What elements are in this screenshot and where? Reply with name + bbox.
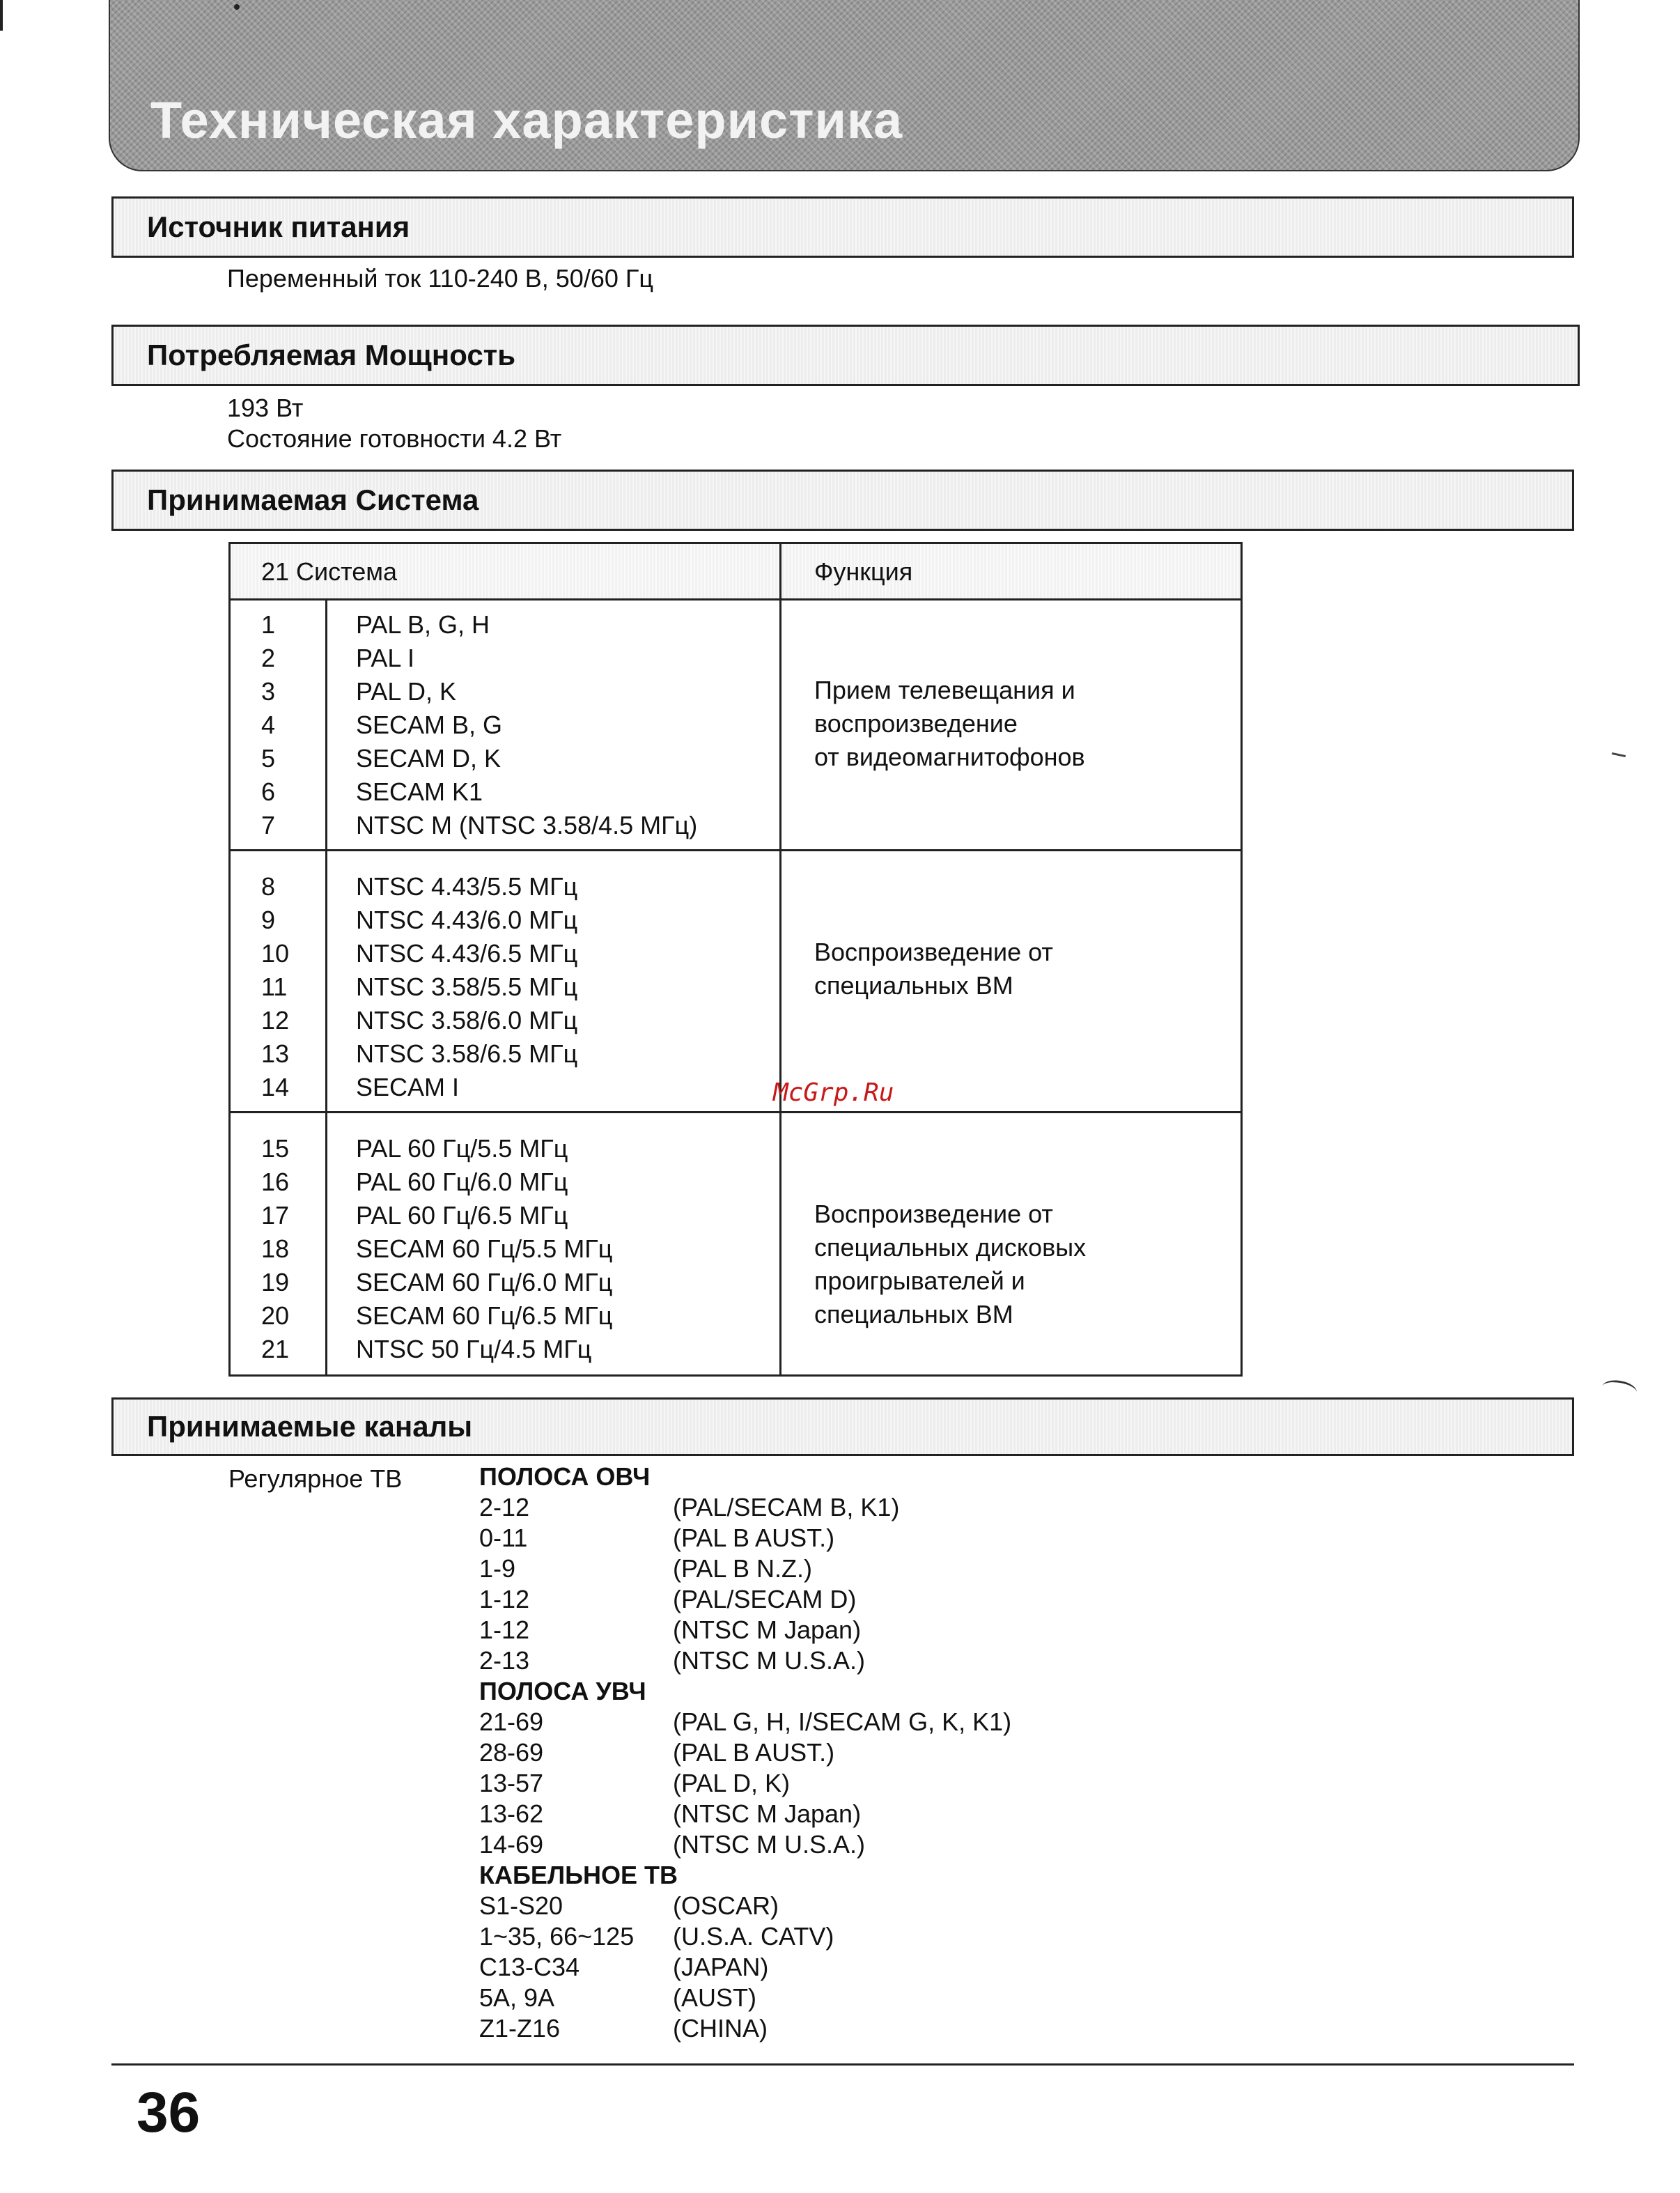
power-source-value: Переменный ток 110-240 В, 50/60 Гц (227, 264, 653, 293)
row-number: 21 (261, 1335, 290, 1363)
channel-standard: (NTSC M U.S.A.) (673, 1646, 865, 1675)
channel-standard: (PAL B AUST.) (673, 1738, 835, 1767)
channel-row (479, 1983, 1106, 2013)
page-number: 36 (137, 2081, 201, 2144)
channel-range: S1-S20 (479, 1891, 563, 1920)
table-rule (325, 598, 327, 1377)
channel-standard: (PAL G, H, I/SECAM G, K, K1) (673, 1707, 1012, 1736)
section-systems (111, 470, 1574, 531)
column-header-function: Функция (814, 557, 913, 586)
row-number: 1 (261, 610, 276, 639)
function-line: специальных ВМ (814, 1300, 1013, 1328)
channel-range: 0-11 (479, 1524, 528, 1552)
row-number: 13 (261, 1039, 290, 1068)
channel-row (479, 1921, 1106, 1952)
channel-range: 2-13 (479, 1646, 530, 1675)
channel-row (479, 1737, 1106, 1768)
system-name: PAL B, G, H (356, 610, 490, 639)
channel-standard: (AUST) (673, 1983, 756, 2012)
row-number: 16 (261, 1168, 290, 1196)
margin-mark (1601, 1378, 1638, 1401)
row-number: 18 (261, 1234, 290, 1263)
system-name: NTSC 4.43/6.5 МГц (356, 939, 578, 968)
channel-range: 2-12 (479, 1493, 530, 1521)
channel-range: 21-69 (479, 1707, 544, 1736)
system-name: SECAM I (356, 1073, 460, 1101)
channel-row (479, 1492, 1106, 1523)
channel-standard: (CHINA) (673, 2014, 768, 2043)
channel-range: 13-62 (479, 1799, 544, 1828)
channel-row (479, 1799, 1106, 1829)
systems-table (228, 542, 1243, 1377)
system-name: SECAM D, K (356, 744, 501, 773)
system-name: PAL I (356, 644, 415, 672)
row-number: 5 (261, 744, 276, 773)
standby-power-value: Состояние готовности 4.2 Вт (227, 424, 562, 453)
channel-row (479, 1768, 1106, 1799)
function-group-3 (814, 1198, 1086, 1331)
channel-bands (479, 1462, 1106, 2044)
row-numbers-group-3 (261, 1132, 289, 1366)
row-number: 9 (261, 906, 276, 934)
system-name: NTSC 50 Гц/4.5 МГц (356, 1335, 592, 1363)
function-line: проигрывателей и (814, 1266, 1025, 1295)
channel-row (479, 1952, 1106, 1983)
system-name: SECAM 60 Гц/5.5 МГц (356, 1234, 613, 1263)
channel-range: C13-C34 (479, 1953, 580, 1981)
system-list-group-2 (356, 870, 577, 1104)
channel-row (479, 1645, 1106, 1676)
channel-standard: (PAL/SECAM D) (673, 1585, 857, 1613)
system-name: SECAM 60 Гц/6.0 МГц (356, 1268, 613, 1296)
row-number: 3 (261, 677, 276, 706)
channel-range: 13-57 (479, 1769, 544, 1797)
corner-tick (0, 0, 3, 31)
footer-rule (111, 2063, 1574, 2066)
section-title: Потребляемая Мощность (147, 339, 516, 371)
channel-row (479, 1584, 1106, 1615)
row-number: 11 (261, 972, 288, 1001)
channel-range: 5A, 9A (479, 1983, 555, 2012)
channel-row (479, 2013, 1106, 2044)
system-name: NTSC M (NTSC 3.58/4.5 МГц) (356, 811, 698, 839)
section-power-source (111, 196, 1574, 258)
channel-standard: (PAL B AUST.) (673, 1524, 835, 1552)
row-number: 19 (261, 1268, 290, 1296)
system-name: PAL 60 Гц/5.5 МГц (356, 1134, 568, 1163)
channel-range: 1~35, 66~125 (479, 1922, 635, 1951)
system-name: SECAM 60 Гц/6.5 МГц (356, 1301, 613, 1330)
channel-standard: (NTSC M U.S.A.) (673, 1830, 865, 1859)
channel-range: 28-69 (479, 1738, 544, 1767)
system-name: NTSC 4.43/5.5 МГц (356, 872, 578, 901)
band-heading: ПОЛОСА УВЧ (479, 1677, 646, 1705)
channel-row (479, 1615, 1106, 1645)
row-number: 2 (261, 644, 276, 672)
channel-standard: (U.S.A. CATV) (673, 1922, 834, 1951)
row-number: 4 (261, 711, 276, 739)
channel-standard: (PAL D, K) (673, 1769, 791, 1797)
section-channels (111, 1397, 1574, 1456)
channel-row (479, 1707, 1106, 1737)
row-number: 7 (261, 811, 276, 839)
channel-standard: (PAL/SECAM B, K1) (673, 1493, 900, 1521)
section-power-consumption (111, 325, 1580, 386)
channel-range: 1-12 (479, 1615, 530, 1644)
watermark: McGrp.Ru (773, 1078, 894, 1107)
row-numbers-group-2 (261, 870, 289, 1104)
section-title: Принимаемая Система (147, 483, 479, 516)
row-number: 17 (261, 1201, 290, 1230)
page-title: Техническая характеристика (150, 91, 903, 149)
channel-standard: (NTSC M Japan) (673, 1799, 862, 1828)
channel-range: 14-69 (479, 1830, 544, 1859)
function-line: Воспроизведение от (814, 938, 1053, 966)
function-line: Прием телевещания и (814, 676, 1075, 704)
margin-mark (1612, 752, 1626, 757)
channel-standard: (PAL B N.Z.) (673, 1554, 813, 1583)
channel-range: 1-12 (479, 1585, 530, 1613)
channel-row (479, 1829, 1106, 1860)
channel-row (479, 1553, 1106, 1584)
power-consumption-value: 193 Вт (227, 394, 304, 422)
channel-row (479, 1523, 1106, 1553)
table-rule (231, 849, 1240, 851)
row-numbers-group-1 (261, 608, 275, 842)
section-title: Принимаемые каналы (147, 1410, 473, 1443)
row-number: 20 (261, 1301, 290, 1330)
column-header-system: 21 Система (261, 557, 398, 586)
channel-standard: (NTSC M Japan) (673, 1615, 862, 1644)
row-number: 14 (261, 1073, 290, 1101)
channel-range: Z1-Z16 (479, 2014, 561, 2043)
table-rule (779, 544, 781, 1374)
system-name: NTSC 3.58/5.5 МГц (356, 972, 578, 1001)
system-list-group-3 (356, 1132, 612, 1366)
channel-row (479, 1891, 1106, 1921)
function-line: специальных дисковых (814, 1233, 1087, 1262)
system-name: NTSC 3.58/6.0 МГц (356, 1006, 578, 1034)
channel-range: 1-9 (479, 1554, 516, 1583)
band-heading: КАБЕЛЬНОЕ ТВ (479, 1861, 678, 1889)
row-number: 15 (261, 1134, 290, 1163)
system-name: NTSC 3.58/6.5 МГц (356, 1039, 578, 1068)
function-line: от видеомагнитофонов (814, 743, 1085, 771)
system-name: PAL D, K (356, 677, 457, 706)
system-name: NTSC 4.43/6.0 МГц (356, 906, 578, 934)
section-title: Источник питания (147, 210, 410, 243)
row-number: 12 (261, 1006, 290, 1034)
table-rule (231, 1111, 1240, 1113)
row-number: 6 (261, 777, 276, 806)
system-name: PAL 60 Гц/6.5 МГц (356, 1201, 568, 1230)
band-heading: ПОЛОСА ОВЧ (479, 1462, 651, 1491)
function-line: Воспроизведение от (814, 1200, 1053, 1228)
system-list-group-1 (356, 608, 697, 842)
channel-standard: (OSCAR) (673, 1891, 779, 1920)
channel-standard: (JAPAN) (673, 1953, 769, 1981)
print-dot (234, 4, 240, 10)
system-name: SECAM K1 (356, 777, 483, 806)
system-name: SECAM B, G (356, 711, 503, 739)
function-line: воспроизведение (814, 709, 1018, 738)
function-group-2 (814, 936, 1053, 1002)
function-group-1 (814, 674, 1085, 774)
function-line: специальных ВМ (814, 971, 1013, 1000)
table-rule (231, 598, 1240, 600)
channels-label: Регулярное ТВ (228, 1464, 403, 1493)
system-name: PAL 60 Гц/6.0 МГц (356, 1168, 568, 1196)
row-number: 8 (261, 872, 276, 901)
row-number: 10 (261, 939, 290, 968)
